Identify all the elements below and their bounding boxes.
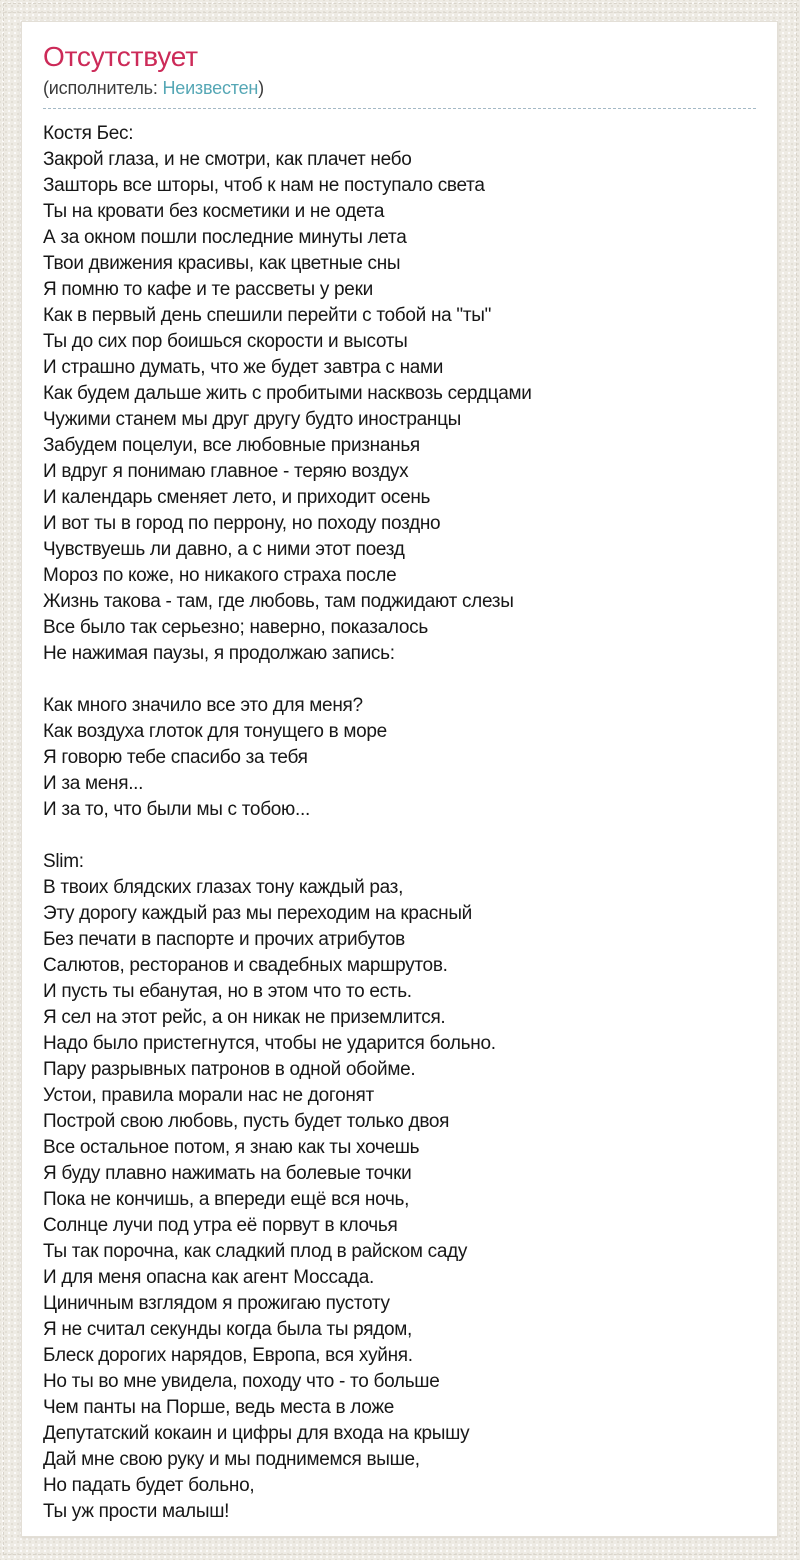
lyric-line: Я буду плавно нажимать на болевые точки (43, 1163, 412, 1184)
lyric-line: Построй свою любовь, пусть будет только двоя (43, 1111, 450, 1132)
lyric-line: Блеск дорогих нарядов, Европа, вся хуйня. (43, 1345, 413, 1366)
lyric-line: Солнце лучи под утра её порвут в клочья (43, 1215, 398, 1236)
lyric-line: И за меня... (43, 773, 144, 794)
lyric-line: Я сел на этот рейс, а он никак не приземлится. (43, 1007, 446, 1028)
lyric-line: Дай мне свою руку и мы поднимемся выше, (43, 1449, 420, 1470)
song-header (43, 42, 756, 109)
lyric-line: А за окном пошли последние минуты лета (43, 227, 407, 248)
artist-line (43, 77, 756, 109)
lyric-line: Чем панты на Порше, ведь места в ложе (43, 1397, 395, 1418)
lyric-line: Салютов, ресторанов и свадебных маршрутов. (43, 955, 448, 976)
lyric-line: Как воздуха глоток для тонущего в море (43, 721, 387, 742)
lyric-line: Депутатский кокаин и цифры для входа на крышу (43, 1423, 470, 1444)
lyric-line: Как в первый день спешили перейти с тобой на "ты" (43, 305, 492, 326)
lyrics-text (43, 121, 756, 1525)
lyric-line: И страшно думать, что же будет завтра с нами (43, 357, 444, 378)
lyric-line: Твои движения красивы, как цветные сны (43, 253, 401, 274)
lyric-line: Я говорю тебе спасибо за тебя (43, 747, 308, 768)
lyric-line: Циничным взглядом я прожигаю пустоту (43, 1293, 390, 1314)
lyric-line: Как много значило все это для меня? (43, 695, 363, 716)
lyric-line (43, 823, 756, 849)
lyric-line: Устои, правила морали нас не догонят (43, 1085, 374, 1106)
lyric-line: Жизнь такова - там, где любовь, там поджидают слезы (43, 591, 514, 612)
background-stitch-top-line (3, 12, 797, 13)
lyric-line: Все остальное потом, я знаю как ты хочешь (43, 1137, 420, 1158)
lyric-line: И вдруг я понимаю главное - теряю воздух (43, 461, 409, 482)
lyric-line: В твоих блядских глазах тону каждый раз, (43, 877, 404, 898)
lyric-line (43, 667, 756, 693)
lyric-line: Ты уж прости малыш! (43, 1501, 230, 1522)
lyric-line: Как будем дальше жить с пробитыми насквозь сердцами (43, 383, 532, 404)
lyric-line: Забудем поцелуи, все любовные признанья (43, 435, 420, 456)
lyric-line: Без печати в паспорте и прочих атрибутов (43, 929, 405, 950)
lyric-line: Ты до сих пор боишься скорости и высоты (43, 331, 408, 352)
lyric-line: Но падать будет больно, (43, 1475, 255, 1496)
lyric-line: Я не считал секунды когда была ты рядом, (43, 1319, 413, 1340)
lyric-line: И пусть ты ебанутая, но в этом что то есть. (43, 981, 412, 1002)
artist-label: (исполнитель: (43, 78, 163, 98)
lyric-line: Эту дорогу каждый раз мы переходим на красный (43, 903, 472, 924)
lyric-line: Все было так серьезно; наверно, показалось (43, 617, 428, 638)
lyric-line: Зашторь все шторы, чтоб к нам не поступало света (43, 175, 485, 196)
lyric-line: Ты так порочна, как сладкий плод в райском саду (43, 1241, 468, 1262)
lyric-line: Ты на кровати без косметики и не одета (43, 201, 385, 222)
song-title: Отсутствует (43, 41, 198, 72)
lyric-line: И вот ты в город по перрону, но походу поздно (43, 513, 441, 534)
lyric-line: Я помню то кафе и те рассветы у реки (43, 279, 373, 300)
lyric-line: Чувствуешь ли давно, а с ними этот поезд (43, 539, 405, 560)
lyric-line: Костя Бес: (43, 123, 134, 144)
lyric-line: Пару разрывных патронов в одной обойме. (43, 1059, 416, 1080)
lyric-line: Надо было пристегнутся, чтобы не ударится больно. (43, 1033, 496, 1054)
lyrics-card (21, 21, 778, 1537)
artist-link[interactable]: Неизвестен (162, 78, 259, 98)
lyric-line: Но ты во мне увидела, походу что - то больше (43, 1371, 440, 1392)
lyric-line: И за то, что были мы с тобою... (43, 799, 310, 820)
lyric-line: И календарь сменяет лето, и приходит осень (43, 487, 431, 508)
lyric-line: Закрой глаза, и не смотри, как плачет небо (43, 149, 412, 170)
lyric-line: Не нажимая паузы, я продолжаю запись: (43, 643, 395, 664)
artist-suffix: ) (258, 78, 264, 98)
lyric-line: Мороз по коже, но никакого страха после (43, 565, 397, 586)
lyric-line: И для меня опасна как агент Моссада. (43, 1267, 374, 1288)
lyric-line: Чужими станем мы друг другу будто иностранцы (43, 409, 462, 430)
lyric-line: Slim: (43, 851, 84, 872)
lyric-line: Пока не кончишь, а впереди ещё вся ночь, (43, 1189, 410, 1210)
